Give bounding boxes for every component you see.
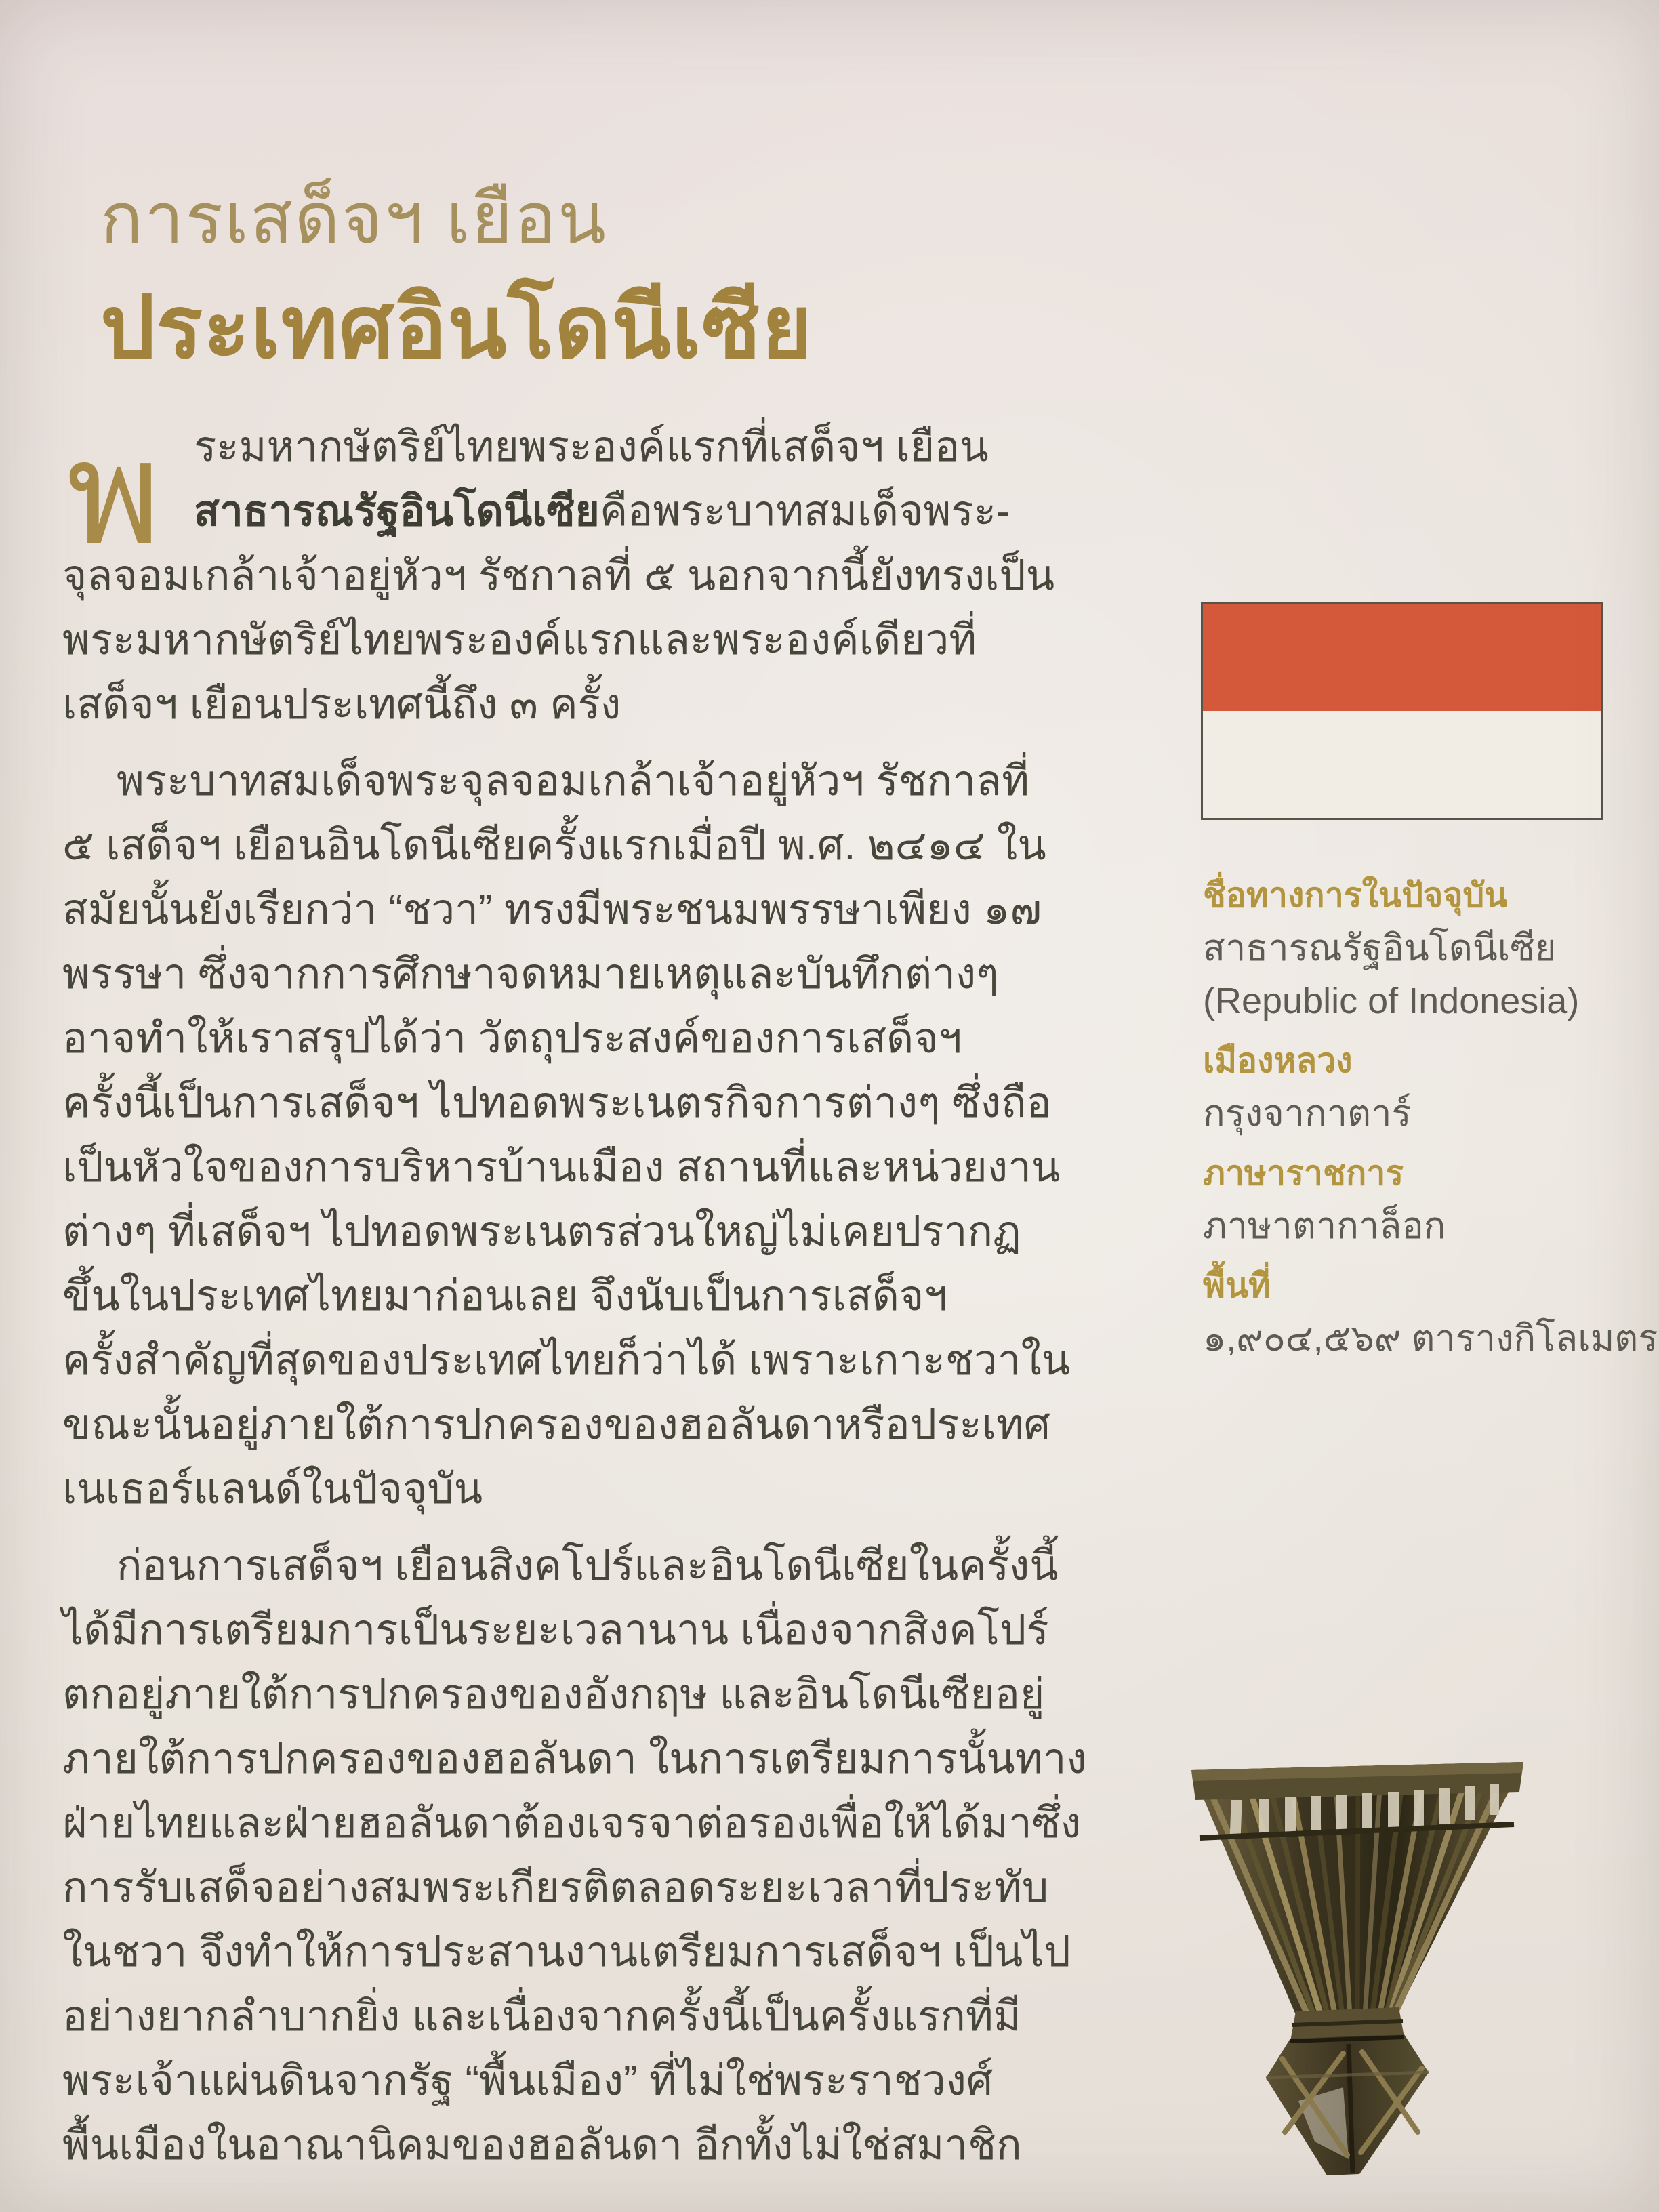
- text-line: เสด็จฯ เยือนประเทศนี้ถึง ๓ ครั้ง: [62, 681, 621, 728]
- text-line: ครั้งนี้เป็นการเสด็จฯ ไปทอดพระเนตรกิจการต่างๆ ซึ่งถือ: [62, 1080, 1052, 1126]
- text-line: ครั้งสำคัญที่สุดของประเทศไทยก็ว่าได้ เพราะเกาะชวาใน: [62, 1337, 1071, 1384]
- basket-illustration: [1152, 1735, 1559, 2182]
- paragraph-2: [62, 749, 1071, 1521]
- text-line: พื้นเมืองในอาณานิคมของฮอลันดา อีกทั้งไม่ใช่สมาชิก: [62, 2122, 1022, 2169]
- paragraph-3: [62, 1534, 1087, 2177]
- text-line: อย่างยากลำบากยิ่ง และเนื่องจากครั้งนี้เป็นครั้งแรกที่มี: [62, 1993, 1021, 2040]
- text-line: ตกอยู่ภายใต้การปกครองของอังกฤษ และอินโดนีเซียอยู่: [62, 1671, 1045, 1718]
- fact-label: ภาษาราชการ: [1203, 1154, 1404, 1192]
- text-line: พระบาทสมเด็จพระจุลจอมเกล้าเจ้าอยู่หัวฯ รัชกาลที่: [117, 758, 1029, 804]
- text-line: ก่อนการเสด็จฯ เยือนสิงคโปร์และอินโดนีเซียในครั้งนี้: [117, 1542, 1059, 1589]
- text-line: ได้มีการเตรียมการเป็นระยะเวลานาน เนื่องจากสิงคโปร์: [62, 1607, 1049, 1654]
- text-line: ขณะนั้นอยู่ภายใต้การปกครองของฮอลันดาหรือประเทศ: [62, 1401, 1051, 1448]
- indonesia-flag-image: [1201, 602, 1603, 820]
- drop-cap: พ: [66, 413, 161, 573]
- fact-value: กรุงจากาตาร์: [1203, 1093, 1412, 1134]
- text-line: พระมหากษัตริย์ไทยพระองค์แรกและพระองค์เดียวที่: [62, 617, 977, 663]
- text-line: ขึ้นในประเทศไทยมาก่อนเลย จึงนับเป็นการเสด็จฯ: [62, 1273, 948, 1319]
- text-line: เนเธอร์แลนด์ในปัจจุบัน: [62, 1466, 483, 1513]
- fact-label: ชื่อทางการในปัจจุบัน: [1203, 876, 1508, 914]
- article-body: [62, 413, 1087, 2177]
- text-line: [62, 479, 1031, 544]
- country-fact-box: [1203, 869, 1658, 1372]
- text-line: พรรษา ซึ่งจากการศึกษาจดหมายเหตุและบันทึกต่างๆ: [62, 951, 999, 998]
- text-line: จุลจอมเกล้าเจ้าอยู่หัวฯ รัชกาลที่ ๕ นอกจากนี้ยังทรงเป็น: [62, 552, 1055, 599]
- paragraph-1: [62, 413, 1055, 737]
- text-line: ต่างๆ ที่เสด็จฯ ไปทอดพระเนตรส่วนใหญ่ไม่เคยปรากฏ: [62, 1208, 1021, 1255]
- fact-official-language: [1203, 1147, 1623, 1252]
- fact-label: พื้นที่: [1203, 1267, 1271, 1305]
- fact-official-name: [1203, 869, 1623, 1027]
- flag-red-band: [1203, 604, 1601, 711]
- woven-basket-image: [1152, 1735, 1559, 2182]
- page-title-line1: การเสด็จฯ เยือน: [100, 180, 608, 258]
- fact-value-english: (Republic of Indonesia): [1203, 981, 1580, 1021]
- text-line: ภายใต้การปกครองของฮอลันดา ในการเตรียมการนั้นทาง: [62, 1736, 1087, 1782]
- fact-area: [1203, 1259, 1658, 1365]
- fact-capital: [1203, 1034, 1623, 1140]
- text-line: การรับเสด็จอย่างสมพระเกียรติตลอดระยะเวลาที่ประทับ: [62, 1864, 1049, 1911]
- text-line: ระมหากษัตริย์ไทยพระองค์แรกที่เสด็จฯ เยือน: [194, 424, 989, 470]
- bold-country-name: สาธารณรัฐอินโดนีเซีย: [194, 488, 600, 535]
- text-line: อาจทำให้เราสรุปได้ว่า วัตถุประสงค์ของการเสด็จฯ: [62, 1015, 962, 1062]
- fact-value: ภาษาตากาล็อก: [1203, 1206, 1446, 1246]
- text-line: ฝ่ายไทยและฝ่ายฮอลันดาต้องเจรจาต่อรองเพื่อให้ได้มาซึ่ง: [62, 1800, 1082, 1847]
- text-line: ๕ เสด็จฯ เยือนอินโดนีเซียครั้งแรกเมื่อปี พ.ศ. ๒๔๑๔ ใน: [62, 822, 1046, 869]
- text-line: พระเจ้าแผ่นดินจากรัฐ “พื้นเมือง” ที่ไม่ใช่พระราชวงศ์: [62, 2057, 994, 2104]
- text-line: เป็นหัวใจของการบริหารบ้านเมือง สถานที่และหน่วยงาน: [62, 1144, 1061, 1191]
- fact-value: สาธารณรัฐอินโดนีเซีย: [1203, 928, 1557, 968]
- page-title: [100, 168, 813, 386]
- text-line: สมัยนั้นยังเรียกว่า “ชวา” ทรงมีพระชนมพรรษาเพียง ๑๗: [62, 886, 1042, 933]
- fact-label: เมืองหลวง: [1203, 1042, 1353, 1080]
- text-line: ในชวา จึงทำให้การประสานงานเตรียมการเสด็จฯ เป็นไป: [62, 1929, 1071, 1975]
- text-run: คือพระบาทสมเด็จพระ-: [599, 488, 1010, 535]
- fact-value: ๑,๙๐๔,๕๖๙ ตารางกิโลเมตร: [1203, 1318, 1658, 1359]
- flag-white-band: [1203, 711, 1601, 818]
- page-title-line2: ประเทศอินโดนีเซีย: [100, 279, 813, 376]
